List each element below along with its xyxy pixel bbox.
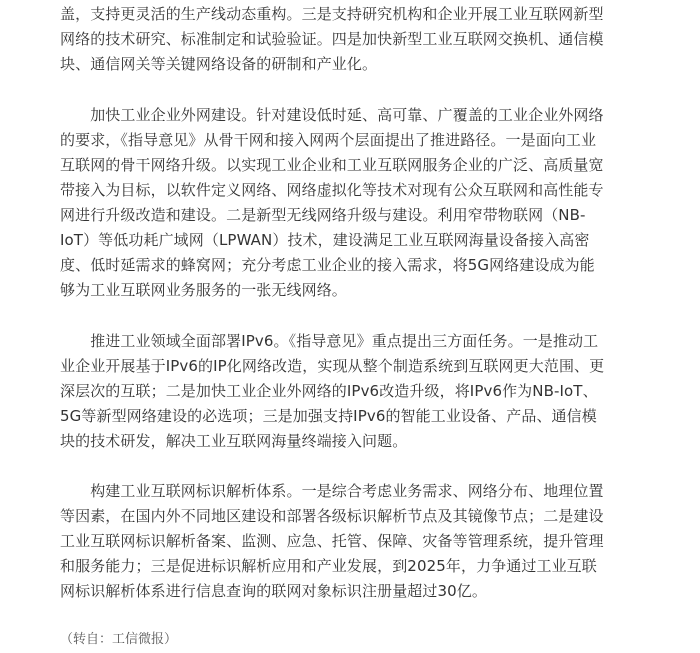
text-line: 的要求，《指导意见》从骨干网和接入网两个层面提出了推进路径。一是面向工业 bbox=[60, 131, 597, 149]
source-attribution: （转自：工信微报） bbox=[60, 632, 178, 647]
text-line: 网络的技术研究、标准制定和试验验证。四是加快新型工业互联网交换机、通信模 bbox=[60, 30, 604, 48]
text-line: 互联网的骨干网络升级。以实现工业企业和工业互联网服务企业的广泛、高质量宽 bbox=[60, 156, 604, 174]
text-line: 块、通信网关等关键网络设备的研制和产业化。 bbox=[60, 55, 378, 73]
text-line: 网标识解析体系进行信息查询的联网对象标识注册量超过30亿。 bbox=[60, 582, 487, 600]
text-line: 工业互联网标识解析备案、监测、应急、托管、保障、灾备等管理系统，提升管理 bbox=[60, 532, 604, 550]
text-line: 盖，支持更灵活的生产线动态重构。三是支持研究机构和企业开展工业互联网新型 bbox=[60, 5, 604, 23]
text-line: 带接入为目标，以软件定义网络、网络虚拟化等技术对现有公众互联网和高性能专 bbox=[60, 181, 604, 199]
text-line: 和服务能力；三是促进标识解析应用和产业发展，到2025年，力争通过工业互联 bbox=[60, 557, 597, 575]
text-line: 构建工业互联网标识解析体系。一是综合考虑业务需求、网络分布、地理位置 bbox=[60, 482, 604, 500]
paragraph-identifier-resolution bbox=[60, 479, 640, 604]
text-line: 网进行升级改造和建设。二是新型无线网络升级与建设。利用窄带物联网（NB- bbox=[60, 206, 586, 224]
text-line: 等因素，在国内外不同地区建设和部署各级标识解析节点及其镜像节点；二是建设 bbox=[60, 507, 604, 525]
text-line: 度、低时延需求的蜂窝网；充分考虑工业企业的接入需求，将5G网络建设成为能 bbox=[60, 256, 595, 274]
paragraph-external-network bbox=[60, 103, 640, 303]
text-line: IoT）等低功耗广域网（LPWAN）技术，建设满足工业互联网海量设备接入高密 bbox=[60, 231, 590, 249]
text-line: 5G等新型网络建设的必选项；三是加强支持IPv6的智能工业设备、产品、通信模 bbox=[60, 407, 597, 425]
text-line: 加快工业企业外网建设。针对建设低时延、高可靠、广覆盖的工业企业外网络 bbox=[60, 106, 604, 124]
text-line: 块的技术研发，解决工业互联网海量终端接入问题。 bbox=[60, 432, 408, 450]
paragraph-network-upgrade-continued bbox=[60, 2, 640, 77]
text-line: 深层次的互联；二是加快工业企业外网络的IPv6改造升级，将IPv6作为NB-IoT、 bbox=[60, 382, 598, 400]
paragraph-ipv6 bbox=[60, 329, 640, 454]
text-line: 业企业开展基于IPv6的IP化网络改造，实现从整个制造系统到互联网更大范围、更 bbox=[60, 357, 605, 375]
text-line: 推进工业领域全面部署IPv6。《指导意见》重点提出三方面任务。一是推动工 bbox=[60, 332, 599, 350]
text-line: 够为工业互联网业务服务的一张无线网络。 bbox=[60, 281, 347, 299]
